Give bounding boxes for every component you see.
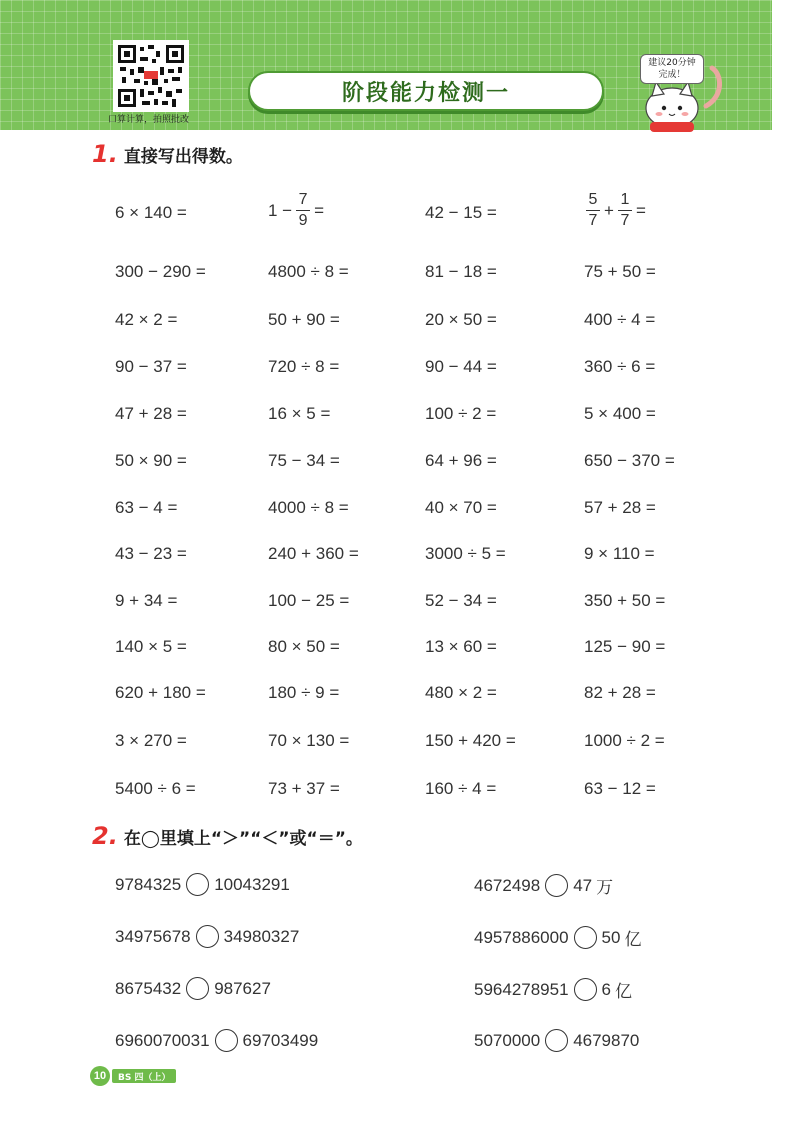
arithmetic-problem: 125 − 90 = <box>584 637 666 656</box>
compare-right: 6 <box>601 979 612 999</box>
arithmetic-problem: 50 × 90 = <box>115 451 187 470</box>
fraction-problem-2 <box>582 191 646 230</box>
fraction-numerator: 5 <box>588 191 598 208</box>
arithmetic-problem: 42 × 2 = <box>115 310 178 329</box>
compare-left: 4672498 <box>474 875 541 895</box>
answer-circle[interactable] <box>196 925 219 948</box>
arithmetic-problem: 150 + 420 = <box>425 731 516 750</box>
fraction <box>618 191 632 230</box>
arithmetic-problem: 42 − 15 = <box>425 203 497 222</box>
compare-left: 34975678 <box>115 926 191 946</box>
comparison-problem <box>474 873 613 898</box>
arithmetic-problem: 400 ÷ 4 = <box>584 310 656 329</box>
arithmetic-problem: 620 + 180 = <box>115 683 206 702</box>
answer-circle[interactable] <box>186 873 209 896</box>
fraction-denominator: 7 <box>588 212 598 229</box>
compare-left: 4957886000 <box>474 927 569 947</box>
comparison-problem <box>115 1029 322 1052</box>
arithmetic-problem: 82 + 28 = <box>584 683 656 702</box>
arithmetic-problem: 75 + 50 = <box>584 262 656 281</box>
arithmetic-problem: 80 × 50 = <box>268 637 340 656</box>
arithmetic-problem: 70 × 130 = <box>268 731 350 750</box>
arithmetic-problem: 4000 ÷ 8 = <box>268 498 349 517</box>
arithmetic-problem: 1000 ÷ 2 = <box>584 731 665 750</box>
arithmetic-problem: 20 × 50 = <box>425 310 497 329</box>
arithmetic-problem: 9 × 110 = <box>584 544 655 563</box>
compare-right: 50 <box>601 927 621 947</box>
compare-right: 987627 <box>214 978 271 998</box>
arithmetic-problem: 63 − 12 = <box>584 779 656 798</box>
compare-left: 9784325 <box>115 874 182 894</box>
fraction-bar <box>618 210 632 211</box>
comparison-problem <box>474 925 641 950</box>
arithmetic-problem: 6 × 140 = <box>115 203 187 222</box>
arithmetic-problem: 5400 ÷ 6 = <box>115 779 196 798</box>
compare-left: 8675432 <box>115 978 182 998</box>
arithmetic-problem: 360 ÷ 6 = <box>584 357 656 376</box>
arithmetic-problem: 81 − 18 = <box>425 262 497 281</box>
qr-code-icon <box>116 43 186 109</box>
compare-left: 6960070031 <box>115 1030 210 1050</box>
arithmetic-problem: 90 − 37 = <box>115 357 187 376</box>
comparison-problem <box>115 925 303 948</box>
qr-code[interactable] <box>113 40 189 112</box>
section1-instruction: 直接写出得数。 <box>123 146 243 167</box>
arithmetic-problem: 43 − 23 = <box>115 544 187 563</box>
arithmetic-problem: 350 + 50 = <box>584 591 666 610</box>
answer-circle[interactable] <box>215 1029 238 1052</box>
compare-right: 34980327 <box>223 926 300 946</box>
answer-circle[interactable] <box>545 1029 568 1052</box>
compare-right: 47 <box>573 875 593 895</box>
fraction-problem-1 <box>268 191 324 230</box>
arithmetic-problem: 40 × 70 = <box>425 498 497 517</box>
fraction-numerator: 7 <box>298 191 308 208</box>
qr-caption: 口算计算，拍照批改 <box>108 115 190 125</box>
fraction-numerator: 1 <box>620 191 630 208</box>
arithmetic-problem: 16 × 5 = <box>268 404 331 423</box>
arithmetic-problem: 13 × 60 = <box>425 637 497 656</box>
comparison-problem <box>115 977 275 1000</box>
arithmetic-problem: 180 ÷ 9 = <box>268 683 340 702</box>
fraction-suffix: = <box>314 200 325 220</box>
arithmetic-problem: 3 × 270 = <box>115 731 187 750</box>
arithmetic-problem: 300 − 290 = <box>115 262 206 281</box>
page-footer <box>90 1066 176 1086</box>
arithmetic-problem: 47 + 28 = <box>115 404 187 423</box>
page-title: 阶段能力检测一 <box>341 80 510 106</box>
arithmetic-problem: 64 + 96 = <box>425 451 497 470</box>
compare-right: 10043291 <box>214 874 290 894</box>
arithmetic-problem: 9 + 34 = <box>115 591 178 610</box>
fraction-operator: + <box>604 200 614 220</box>
arithmetic-problem: 50 + 90 = <box>268 310 340 329</box>
fraction-bar <box>586 210 600 211</box>
arithmetic-problem: 5 × 400 = <box>584 404 656 423</box>
book-tag: BS 四（上） <box>112 1069 176 1083</box>
fraction-bar <box>296 210 310 211</box>
arithmetic-problem: 100 − 25 = <box>268 591 350 610</box>
compare-left: 5070000 <box>474 1030 541 1050</box>
arithmetic-problem: 720 ÷ 8 = <box>268 357 340 376</box>
time-suggestion-note <box>640 54 704 84</box>
arithmetic-problem: 63 − 4 = <box>115 498 178 517</box>
arithmetic-problem: 4800 ÷ 8 = <box>268 262 349 281</box>
fraction <box>586 191 600 230</box>
arithmetic-problem: 57 + 28 = <box>584 498 656 517</box>
compare-right: 69703499 <box>242 1030 319 1050</box>
arithmetic-problem: 90 − 44 = <box>425 357 497 376</box>
arithmetic-problem: 52 − 34 = <box>425 591 497 610</box>
answer-circle[interactable] <box>186 977 209 1000</box>
header-edge <box>772 0 800 130</box>
answer-circle[interactable] <box>545 874 568 897</box>
section2-instruction: 在◯里填上“＞”“＜”或“＝”。 <box>123 828 363 849</box>
arithmetic-problem: 160 ÷ 4 = <box>425 779 497 798</box>
arithmetic-problem: 3000 ÷ 5 = <box>425 544 506 563</box>
compare-left: 5964278951 <box>474 979 569 999</box>
fraction-suffix: = <box>635 200 646 220</box>
arithmetic-problem: 100 ÷ 2 = <box>425 404 497 423</box>
arithmetic-problem: 650 − 370 = <box>584 451 675 470</box>
compare-unit: 万 <box>596 878 614 898</box>
arithmetic-problem: 73 + 37 = <box>268 779 340 798</box>
arithmetic-problem: 75 − 34 = <box>268 451 340 470</box>
page-number: 10 <box>90 1066 110 1086</box>
arithmetic-problem: 240 + 360 = <box>268 544 359 563</box>
fraction-prefix: 1 − <box>268 200 293 220</box>
compare-unit: 亿 <box>624 930 642 950</box>
arithmetic-problem: 140 × 5 = <box>115 637 187 656</box>
section1-number: 1. <box>92 140 118 168</box>
fraction-denominator: 7 <box>620 212 630 229</box>
answer-circle[interactable] <box>574 926 597 949</box>
compare-right: 4679870 <box>573 1030 640 1050</box>
time-note-line2: 完成！ <box>658 70 686 80</box>
comparison-problem <box>474 1029 643 1052</box>
section1-heading <box>92 140 243 168</box>
answer-circle[interactable] <box>574 978 597 1001</box>
time-note-line1: 建议20分钟 <box>648 58 696 68</box>
comparison-problem <box>115 873 294 896</box>
fraction-denominator: 9 <box>298 212 308 229</box>
comparison-problem <box>474 977 632 1002</box>
section2-heading <box>92 822 363 850</box>
fraction <box>296 191 310 230</box>
title-banner <box>248 71 604 111</box>
arithmetic-problem: 480 × 2 = <box>425 683 497 702</box>
compare-unit: 亿 <box>615 982 633 1002</box>
section2-number: 2. <box>92 822 118 850</box>
